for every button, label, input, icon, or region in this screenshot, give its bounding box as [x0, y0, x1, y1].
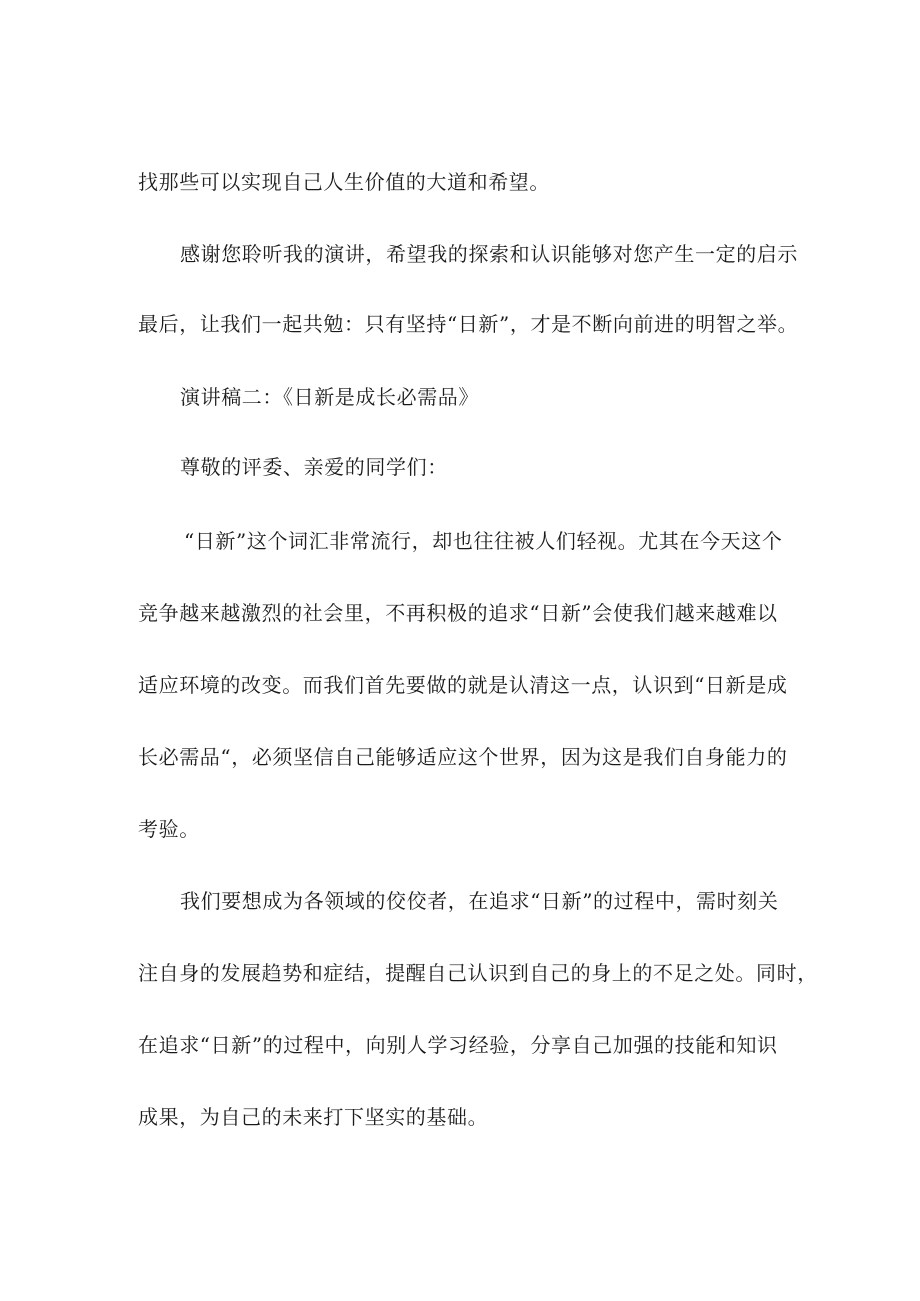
- paragraph-line: 成果，为自己的未来打下坚实的基础。: [138, 1105, 489, 1129]
- section-heading: 演讲稿二：《日新是成长必需品》: [180, 385, 479, 409]
- paragraph-line: 找那些可以实现自己人生价值的大道和希望。: [138, 170, 550, 194]
- salutation: 尊敬的评委、亲爱的同学们：: [180, 455, 448, 479]
- paragraph-line: 竞争越来越激烈的社会里，不再积极的追求“日新”会使我们越来越难以: [138, 601, 778, 625]
- paragraph-line: 考验。: [138, 817, 200, 841]
- paragraph-line: 最后，让我们一起共勉：只有坚持“日新”，才是不断向前进的明智之举。: [138, 312, 799, 336]
- paragraph-line: 我们要想成为各领域的佼佼者，在追求“日新”的过程中，需时刻关: [180, 889, 779, 913]
- paragraph-line: 感谢您聆听我的演讲，希望我的探索和认识能够对您产生一定的启示: [180, 242, 798, 266]
- paragraph-line: “日新”这个词汇非常流行，却也往往被人们轻视。尤其在今天这个: [184, 529, 783, 553]
- paragraph-line: 适应环境的改变。而我们首先要做的就是认清这一点，认识到“日新是成: [138, 673, 788, 697]
- paragraph-line: 注自身的发展趋势和症结，提醒自己认识到自己的身上的不足之处。同时，: [138, 961, 818, 985]
- paragraph-line: 长必需品“，必须坚信自己能够适应这个世界，因为这是我们自身能力的: [138, 745, 788, 769]
- paragraph-line: 在追求“日新”的过程中，向别人学习经验，分享自己加强的技能和知识: [138, 1033, 778, 1057]
